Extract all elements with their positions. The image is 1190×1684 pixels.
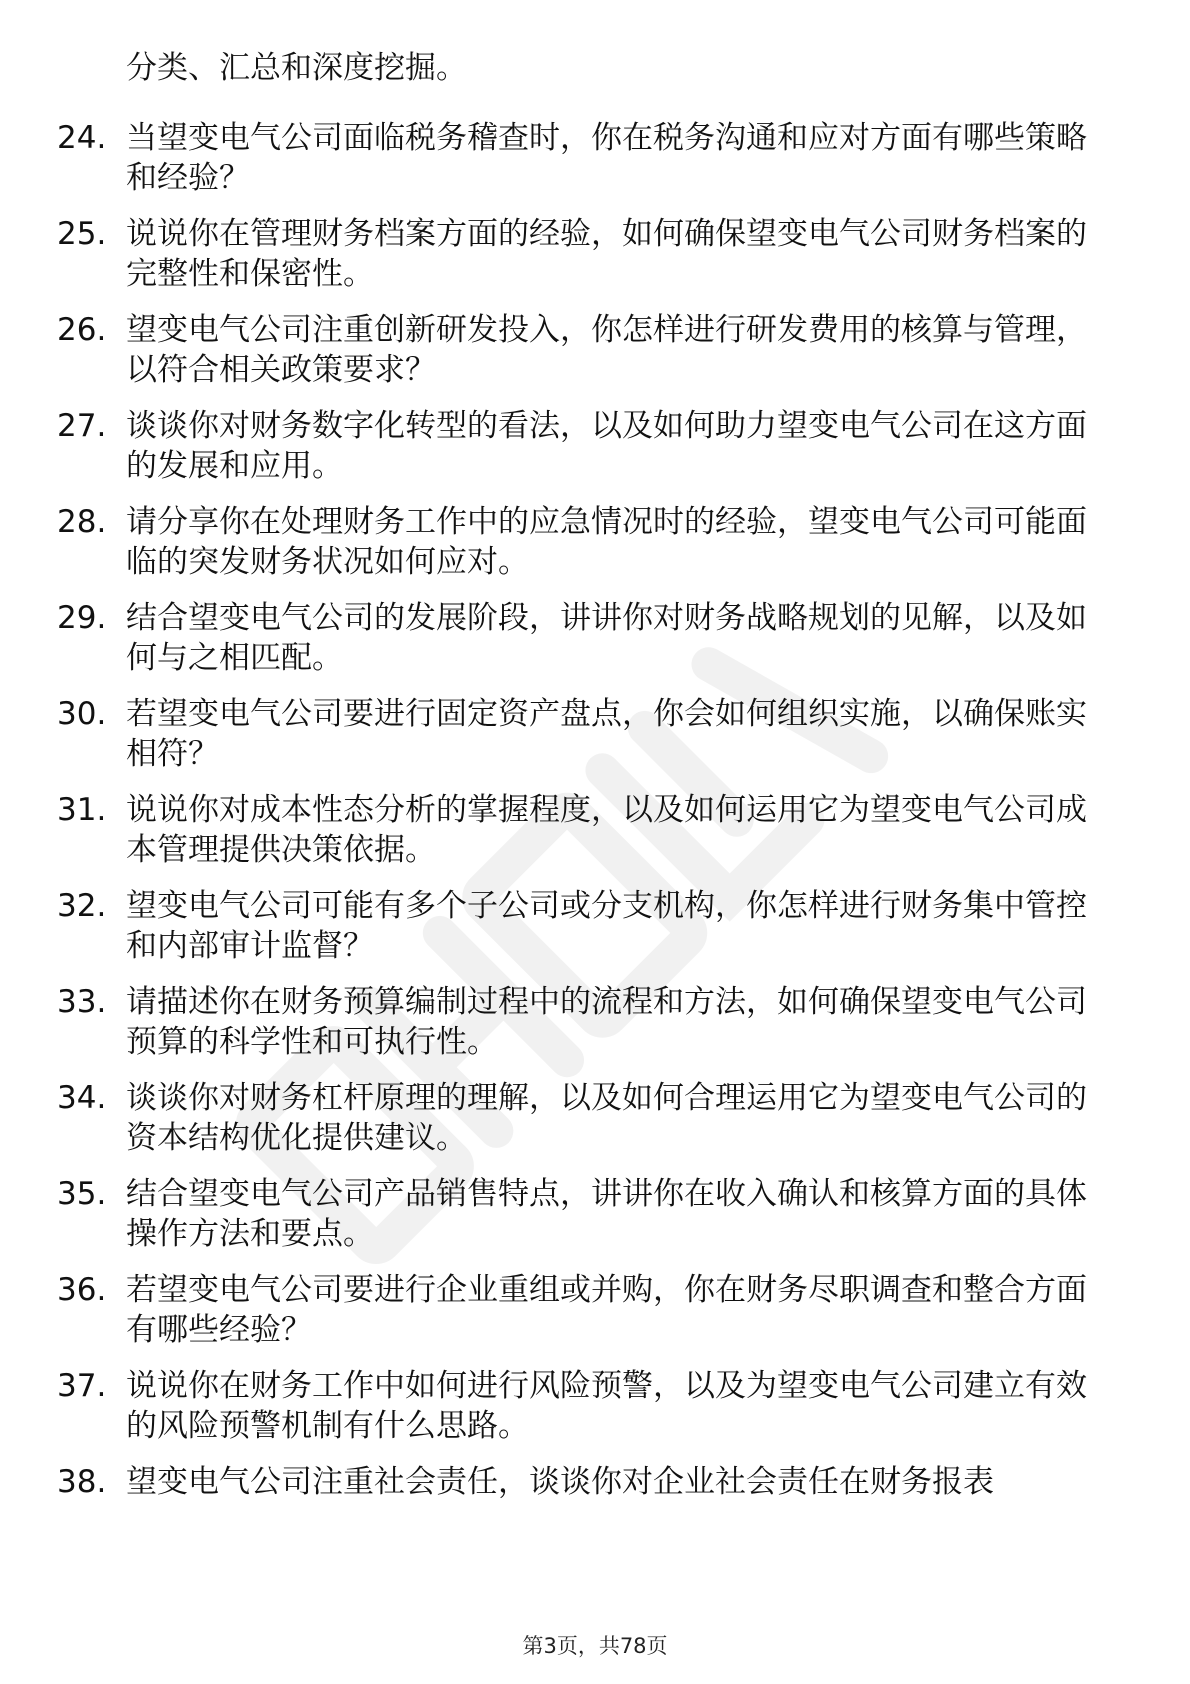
question-number: 30. — [57, 696, 107, 732]
question-item — [0, 1174, 1190, 1270]
question-number: 35. — [57, 1176, 107, 1212]
question-number: 27. — [57, 408, 107, 444]
question-text: 说说你对成本性态分析的掌握程度，以及如何运用它为望变电气公司成本管理提供决策依据。 — [126, 792, 1087, 868]
question-item — [0, 598, 1190, 694]
question-item — [0, 406, 1190, 502]
question-number: 31. — [57, 792, 107, 828]
question-number: 32. — [57, 888, 107, 924]
question-item — [0, 1366, 1190, 1462]
question-item — [0, 790, 1190, 886]
question-item — [0, 1270, 1190, 1366]
question-text: 请描述你在财务预算编制过程中的流程和方法，如何确保望变电气公司预算的科学性和可执行性。 — [126, 984, 1087, 1060]
question-text: 请分享你在处理财务工作中的应急情况时的经验，望变电气公司可能面临的突发财务状况如何应对。 — [126, 504, 1087, 580]
question-text: 结合望变电气公司产品销售特点，讲讲你在收入确认和核算方面的具体操作方法和要点。 — [126, 1176, 1087, 1252]
continuation-text: 分类、汇总和深度挖掘。 — [126, 50, 467, 86]
question-text: 若望变电气公司要进行企业重组或并购，你在财务尽职调查和整合方面有哪些经验？ — [126, 1272, 1087, 1348]
question-number: 37. — [57, 1368, 107, 1404]
question-number: 28. — [57, 504, 107, 540]
question-text: 望变电气公司注重社会责任，谈谈你对企业社会责任在财务报表 — [126, 1464, 994, 1500]
question-number: 38. — [57, 1464, 107, 1500]
page-footer: 第3页，共78页 — [522, 1634, 668, 1658]
question-text: 谈谈你对财务数字化转型的看法，以及如何助力望变电气公司在这方面的发展和应用。 — [126, 408, 1087, 484]
question-item — [0, 982, 1190, 1078]
question-number: 33. — [57, 984, 107, 1020]
question-number: 36. — [57, 1272, 107, 1308]
question-text: 说说你在管理财务档案方面的经验，如何确保望变电气公司财务档案的完整性和保密性。 — [126, 216, 1087, 292]
question-text: 望变电气公司可能有多个子公司或分支机构，你怎样进行财务集中管控和内部审计监督？ — [126, 888, 1087, 964]
question-list — [0, 118, 1190, 1558]
question-item — [0, 310, 1190, 406]
question-text: 结合望变电气公司的发展阶段，讲讲你对财务战略规划的见解，以及如何与之相匹配。 — [126, 600, 1087, 676]
question-number: 29. — [57, 600, 107, 636]
question-text: 说说你在财务工作中如何进行风险预警，以及为望变电气公司建立有效的风险预警机制有什么思路。 — [126, 1368, 1087, 1444]
question-item — [0, 886, 1190, 982]
question-text: 若望变电气公司要进行固定资产盘点，你会如何组织实施，以确保账实相符？ — [126, 696, 1087, 772]
question-item — [0, 694, 1190, 790]
question-text: 当望变电气公司面临税务稽查时，你在税务沟通和应对方面有哪些策略和经验？ — [126, 120, 1087, 196]
question-item — [0, 118, 1190, 214]
question-number: 25. — [57, 216, 107, 252]
question-item — [0, 1462, 1190, 1558]
question-number: 26. — [57, 312, 107, 348]
question-item — [0, 214, 1190, 310]
question-number: 24. — [57, 120, 107, 156]
question-text: 谈谈你对财务杠杆原理的理解，以及如何合理运用它为望变电气公司的资本结构优化提供建议。 — [126, 1080, 1087, 1156]
question-number: 34. — [57, 1080, 107, 1116]
question-item — [0, 1078, 1190, 1174]
question-text: 望变电气公司注重创新研发投入，你怎样进行研发费用的核算与管理，以符合相关政策要求？ — [126, 312, 1087, 388]
question-item — [0, 502, 1190, 598]
